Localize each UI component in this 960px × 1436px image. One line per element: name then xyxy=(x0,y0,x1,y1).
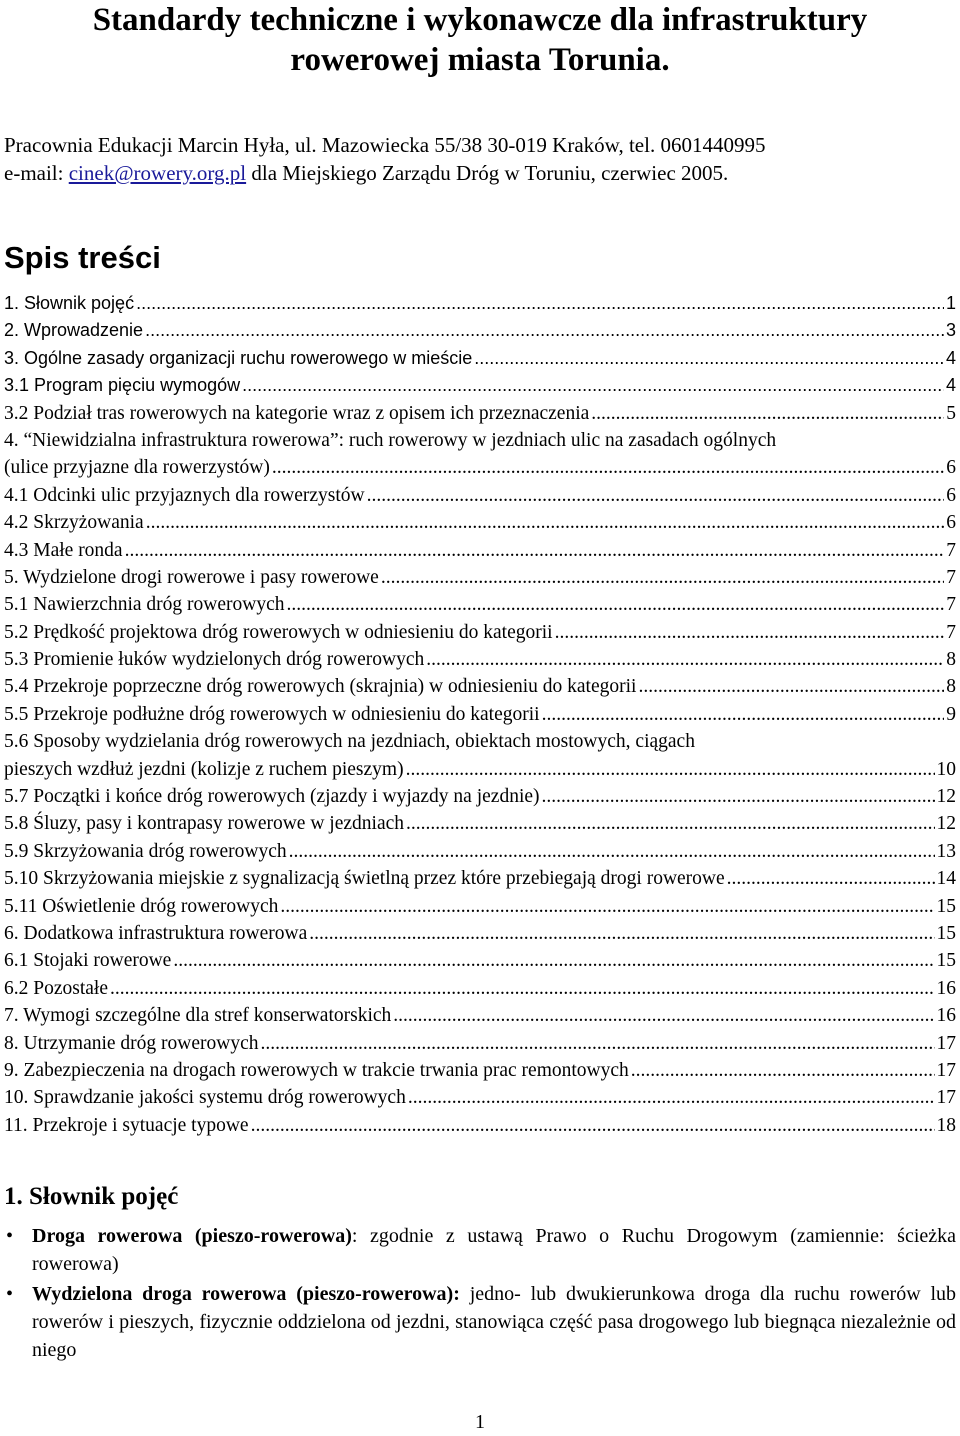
toc-entry[interactable] xyxy=(4,317,956,344)
toc-entry-title: 5.5 Przekroje podłużne dróg rowerowych w odniesieniu do kategorii xyxy=(4,703,540,725)
toc-leader-dots xyxy=(638,673,944,700)
toc-entry-title: 5.7 Początki i końce dróg rowerowych (zjazdy i wyjazdy na jezdnie) xyxy=(4,786,540,808)
toc-entry[interactable] xyxy=(4,1002,956,1029)
definition-item xyxy=(0,1222,956,1278)
toc-entry-title: pieszych wzdłuż jezdni (kolizje z ruchem pieszym) xyxy=(4,758,404,780)
toc-entry[interactable] xyxy=(4,893,956,920)
toc-entry-title: 6.1 Stojaki rowerowe xyxy=(4,950,172,972)
toc-entry-page: 4 xyxy=(945,375,956,396)
toc-entry[interactable] xyxy=(4,1112,956,1139)
toc-entry-page: 16 xyxy=(936,977,956,999)
toc-leader-dots xyxy=(408,1084,935,1111)
toc-entry-page: 6 xyxy=(946,512,956,534)
toc-leader-dots xyxy=(406,810,935,837)
toc-entry-page: 5 xyxy=(946,402,956,424)
toc-entry[interactable] xyxy=(4,756,956,783)
toc-entry[interactable] xyxy=(4,810,956,837)
toc-entry-title: 5.11 Oświetlenie dróg rowerowych xyxy=(4,895,279,917)
toc-entry-page: 15 xyxy=(936,950,956,972)
toc-entry-title: 7. Wymogi szczególne dla stref konserwatorskich xyxy=(4,1005,392,1027)
toc-entry-page: 3 xyxy=(945,320,956,341)
toc-entry-page: 8 xyxy=(946,676,956,698)
toc-entry-page: 17 xyxy=(936,1087,956,1109)
toc-entry[interactable] xyxy=(4,975,956,1002)
toc-leader-dots xyxy=(242,372,944,399)
toc-entry-page: 13 xyxy=(936,840,956,862)
toc-leader-dots xyxy=(542,701,945,728)
table-of-contents xyxy=(4,290,956,1139)
toc-entry-title: 5.3 Promienie łuków wydzielonych dróg rowerowych xyxy=(4,649,425,671)
definition-text: : zgodnie z ustawą Prawo o Ruchu Drogowym (zamiennie: ścieżka rowerowa) xyxy=(32,1225,957,1275)
toc-leader-dots xyxy=(542,783,935,810)
toc-entry-page: 16 xyxy=(936,1005,956,1027)
toc-entry-title: 5.10 Skrzyżowania miejskie z sygnalizacją świetlną przez które przebiegają drogi rowerowe xyxy=(4,868,725,890)
toc-leader-dots xyxy=(125,537,945,564)
definition-text: jedno- lub dwukierunkowa droga dla ruchu rowerów lub rowerów i pieszych, fizycznie oddzielona od jezdni, stanowiąca część pasa drogowego lub biegnąca niezależnie od niego xyxy=(32,1283,957,1361)
toc-entry-title: 5.2 Prędkość projektowa dróg rowerowych w odniesieniu do kategorii xyxy=(4,621,553,643)
toc-leader-dots xyxy=(145,317,944,344)
contact-suffix: dla Miejskiego Zarządu Dróg w Toruniu, czerwiec 2005. xyxy=(246,161,729,185)
toc-leader-dots xyxy=(474,345,944,372)
toc-entry-title: 8. Utrzymanie dróg rowerowych xyxy=(4,1032,259,1054)
toc-entry-title: 9. Zabezpieczenia na drogach rowerowych w trakcie trwania prac remontowych xyxy=(4,1059,629,1081)
page-number: 1 xyxy=(475,1411,485,1433)
toc-entry-page: 4 xyxy=(945,347,956,368)
toc-entry-title: 2. Wprowadzenie xyxy=(4,320,144,341)
toc-entry-title: 3.2 Podział tras rowerowych na kategorie wraz z opisem ich przeznaczenia xyxy=(4,402,590,424)
toc-entry[interactable] xyxy=(4,920,956,947)
toc-entry-title: 5.9 Skrzyżowania dróg rowerowych xyxy=(4,840,287,862)
toc-entry-page: 17 xyxy=(936,1032,956,1054)
toc-entry-title: 10. Sprawdzanie jakości systemu dróg rowerowych xyxy=(4,1087,406,1109)
toc-entry-page: 7 xyxy=(946,621,956,643)
definitions-list xyxy=(0,1222,956,1366)
toc-leader-dots xyxy=(591,400,944,427)
toc-entry-title: 5.6 Sposoby wydzielania dróg rowerowych na jezdniach, obiektach mostowych, ciągach xyxy=(4,731,695,753)
toc-entry[interactable] xyxy=(4,865,956,892)
toc-entry-page: 15 xyxy=(936,895,956,917)
toc-leader-dots xyxy=(381,564,944,591)
toc-entry-page: 6 xyxy=(946,457,956,479)
toc-entry-title: 3.1 Program pięciu wymogów xyxy=(4,375,241,396)
toc-leader-dots xyxy=(309,920,934,947)
toc-entry-page: 14 xyxy=(936,868,956,890)
toc-leader-dots xyxy=(136,290,944,317)
title-line-2: rowerowej miasta Torunia. xyxy=(290,42,670,78)
toc-leader-dots xyxy=(280,893,934,920)
toc-entry-title: 5.1 Nawierzchnia dróg rowerowych xyxy=(4,594,285,616)
toc-leader-dots xyxy=(426,646,944,673)
toc-heading: Spis treści xyxy=(4,240,161,275)
toc-entry-page: 9 xyxy=(946,703,956,725)
toc-entry-page: 18 xyxy=(936,1114,956,1136)
definition-term: Wydzielona droga rowerowa (pieszo-rowerowa): xyxy=(32,1283,460,1305)
document-title xyxy=(0,0,960,80)
author-contact xyxy=(4,159,765,187)
toc-leader-dots xyxy=(286,591,944,618)
toc-entry-title: 11. Przekroje i sytuacje typowe xyxy=(4,1114,249,1136)
section-heading: 1. Słownik pojęć xyxy=(4,1183,179,1210)
toc-leader-dots xyxy=(251,1112,935,1139)
toc-leader-dots xyxy=(261,1030,935,1057)
toc-entry[interactable] xyxy=(4,345,956,372)
toc-entry[interactable] xyxy=(4,482,956,509)
toc-entry[interactable] xyxy=(4,427,956,454)
toc-entry[interactable] xyxy=(4,646,956,673)
toc-entry-title: 4. “Niewidzialna infrastruktura rowerowa”: ruch rowerowy w jezdniach ulic na zasadach ogólnych xyxy=(4,429,777,451)
toc-entry-page: 1 xyxy=(945,293,956,313)
toc-entry-page: 12 xyxy=(936,786,956,808)
definition-item xyxy=(0,1280,956,1364)
toc-entry-title: 3. Ogólne zasady organizacji ruchu rowerowego w mieście xyxy=(4,347,473,368)
toc-entry-page: 10 xyxy=(936,758,956,780)
definition-term: Droga rowerowa (pieszo-rowerowa) xyxy=(32,1225,352,1247)
bullet-icon: • xyxy=(6,1283,14,1305)
toc-entry-title: 5.8 Śluzy, pasy i kontrapasy rowerowe w jezdniach xyxy=(4,813,404,835)
author-info xyxy=(4,131,765,187)
toc-leader-dots xyxy=(393,1002,934,1029)
toc-entry[interactable] xyxy=(4,509,956,536)
toc-entry-title: (ulice przyjazne dla rowerzystów) xyxy=(4,457,270,479)
toc-entry-page: 8 xyxy=(946,649,956,671)
toc-entry-page: 7 xyxy=(946,566,956,588)
toc-entry-title: 5.4 Przekroje poprzeczne dróg rowerowych (skrajnia) w odniesieniu do kategorii xyxy=(4,676,637,698)
toc-leader-dots xyxy=(272,454,944,481)
toc-entry[interactable] xyxy=(4,537,956,564)
bullet-icon: • xyxy=(6,1225,14,1247)
toc-entry[interactable] xyxy=(4,947,956,974)
toc-leader-dots xyxy=(146,509,945,536)
toc-entry-page: 7 xyxy=(946,539,956,561)
toc-entry-title: 4.3 Małe ronda xyxy=(4,539,123,561)
toc-entry[interactable] xyxy=(4,619,956,646)
toc-entry[interactable] xyxy=(4,701,956,728)
toc-leader-dots xyxy=(406,756,935,783)
toc-entry[interactable] xyxy=(4,1030,956,1057)
author-address: Pracownia Edukacji Marcin Hyła, ul. Mazowiecka 55/38 30-019 Kraków, tel. 0601440995 xyxy=(4,133,766,157)
toc-entry[interactable] xyxy=(4,454,956,481)
toc-leader-dots xyxy=(110,975,935,1002)
toc-entry-title: 1. Słownik pojęć xyxy=(4,293,135,313)
toc-entry-page: 12 xyxy=(936,813,956,835)
toc-entry[interactable] xyxy=(4,673,956,700)
email-link[interactable]: cinek@rowery.org.pl xyxy=(68,161,247,185)
toc-entry[interactable] xyxy=(4,838,956,865)
toc-entry-title: 4.2 Skrzyżowania xyxy=(4,512,144,534)
toc-entry[interactable] xyxy=(4,1084,956,1111)
toc-leader-dots xyxy=(555,619,945,646)
toc-leader-dots xyxy=(631,1057,935,1084)
toc-entry-page: 7 xyxy=(946,594,956,616)
toc-leader-dots xyxy=(173,947,934,974)
toc-entry[interactable] xyxy=(4,564,956,591)
title-line-1: Standardy techniczne i wykonawcze dla infrastruktury xyxy=(92,2,868,38)
toc-entry-title: 5. Wydzielone drogi rowerowe i pasy rowerowe xyxy=(4,566,379,588)
toc-entry-page: 15 xyxy=(936,922,956,944)
toc-leader-dots xyxy=(289,838,935,865)
toc-entry-title: 4.1 Odcinki ulic przyjaznych dla rowerzystów xyxy=(4,484,365,506)
toc-entry[interactable] xyxy=(4,290,956,317)
toc-entry-page: 6 xyxy=(946,484,956,506)
toc-leader-dots xyxy=(727,865,935,892)
toc-entry[interactable] xyxy=(4,728,956,755)
toc-entry[interactable] xyxy=(4,783,956,810)
email-prefix: e-mail: xyxy=(4,161,69,185)
toc-entry[interactable] xyxy=(4,372,956,399)
toc-entry[interactable] xyxy=(4,591,956,618)
toc-entry[interactable] xyxy=(4,400,956,427)
toc-entry-title: 6.2 Pozostałe xyxy=(4,977,108,999)
toc-entry-title: 6. Dodatkowa infrastruktura rowerowa xyxy=(4,922,308,944)
toc-entry-page: 17 xyxy=(936,1059,956,1081)
toc-entry[interactable] xyxy=(4,1057,956,1084)
toc-leader-dots xyxy=(367,482,945,509)
